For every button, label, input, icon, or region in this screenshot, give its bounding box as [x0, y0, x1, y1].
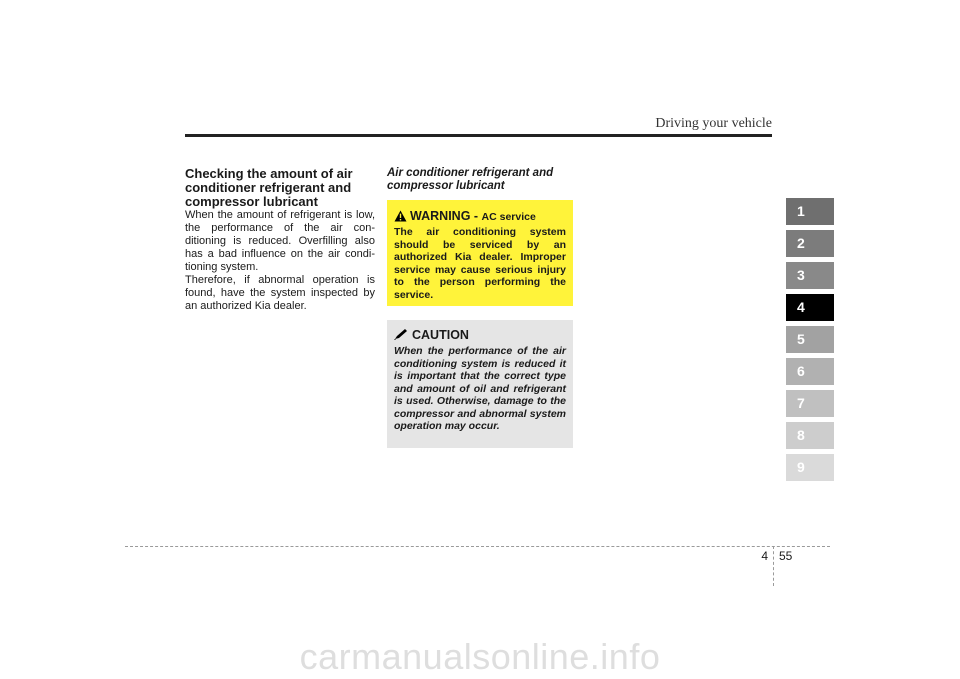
header-rule: [185, 134, 772, 137]
footer-rule: [125, 546, 830, 547]
section-heading: Checking the amount of air conditioner refrigerant and compressor lubricant: [185, 166, 353, 209]
chapter-tab-3[interactable]: 3: [786, 262, 834, 289]
caution-text: When the performance of the air conditioning system is reduced it is important that the correct type and amount of oil and refrigerant is used. Otherwise, damage to the compressor and abnormal system operation may occur.: [394, 345, 566, 432]
footer-page-number: 55: [779, 549, 793, 563]
body-paragraph: When the amount of refrigerant is low, the performance of the air con-ditioning is reduced. Overfilling also has a bad influence on the air condi-tioning system.: [185, 209, 375, 273]
warning-label: WARNING -: [410, 209, 479, 223]
caution-header: [394, 328, 469, 342]
chapter-tab-1[interactable]: 1: [786, 198, 834, 225]
body-paragraph: Therefore, if abnormal operation is found, have the system inspected by an authorized Kia dealer.: [185, 274, 375, 312]
chapter-tab-8[interactable]: 8: [786, 422, 834, 449]
chapter-tab-2[interactable]: 2: [786, 230, 834, 257]
running-header: Driving your vehicle: [655, 116, 772, 131]
pencil-icon: [394, 329, 408, 340]
warning-header: [394, 209, 536, 223]
chapter-tab-9[interactable]: 9: [786, 454, 834, 481]
chapter-tab-6[interactable]: 6: [786, 358, 834, 385]
caution-box: [387, 320, 573, 448]
watermark: carmanualsonline.info: [299, 636, 661, 677]
chapter-tab-7[interactable]: 7: [786, 390, 834, 417]
warning-sublabel: AC service: [481, 211, 536, 223]
warning-triangle-icon: [394, 210, 407, 222]
footer-chapter-number: 4: [761, 549, 768, 563]
caution-label: CAUTION: [412, 328, 469, 342]
chapter-tab-5[interactable]: 5: [786, 326, 834, 353]
warning-box: [387, 200, 573, 306]
warning-text: The air conditioning system should be serviced by an authorized Kia dealer. Improper service may cause serious injury to the person performing the service.: [394, 226, 566, 301]
chapter-tab-4[interactable]: 4: [786, 294, 834, 321]
footer-divider: [773, 546, 774, 586]
subsection-heading: Air conditioner refrigerant and compressor lubricant: [387, 167, 554, 192]
